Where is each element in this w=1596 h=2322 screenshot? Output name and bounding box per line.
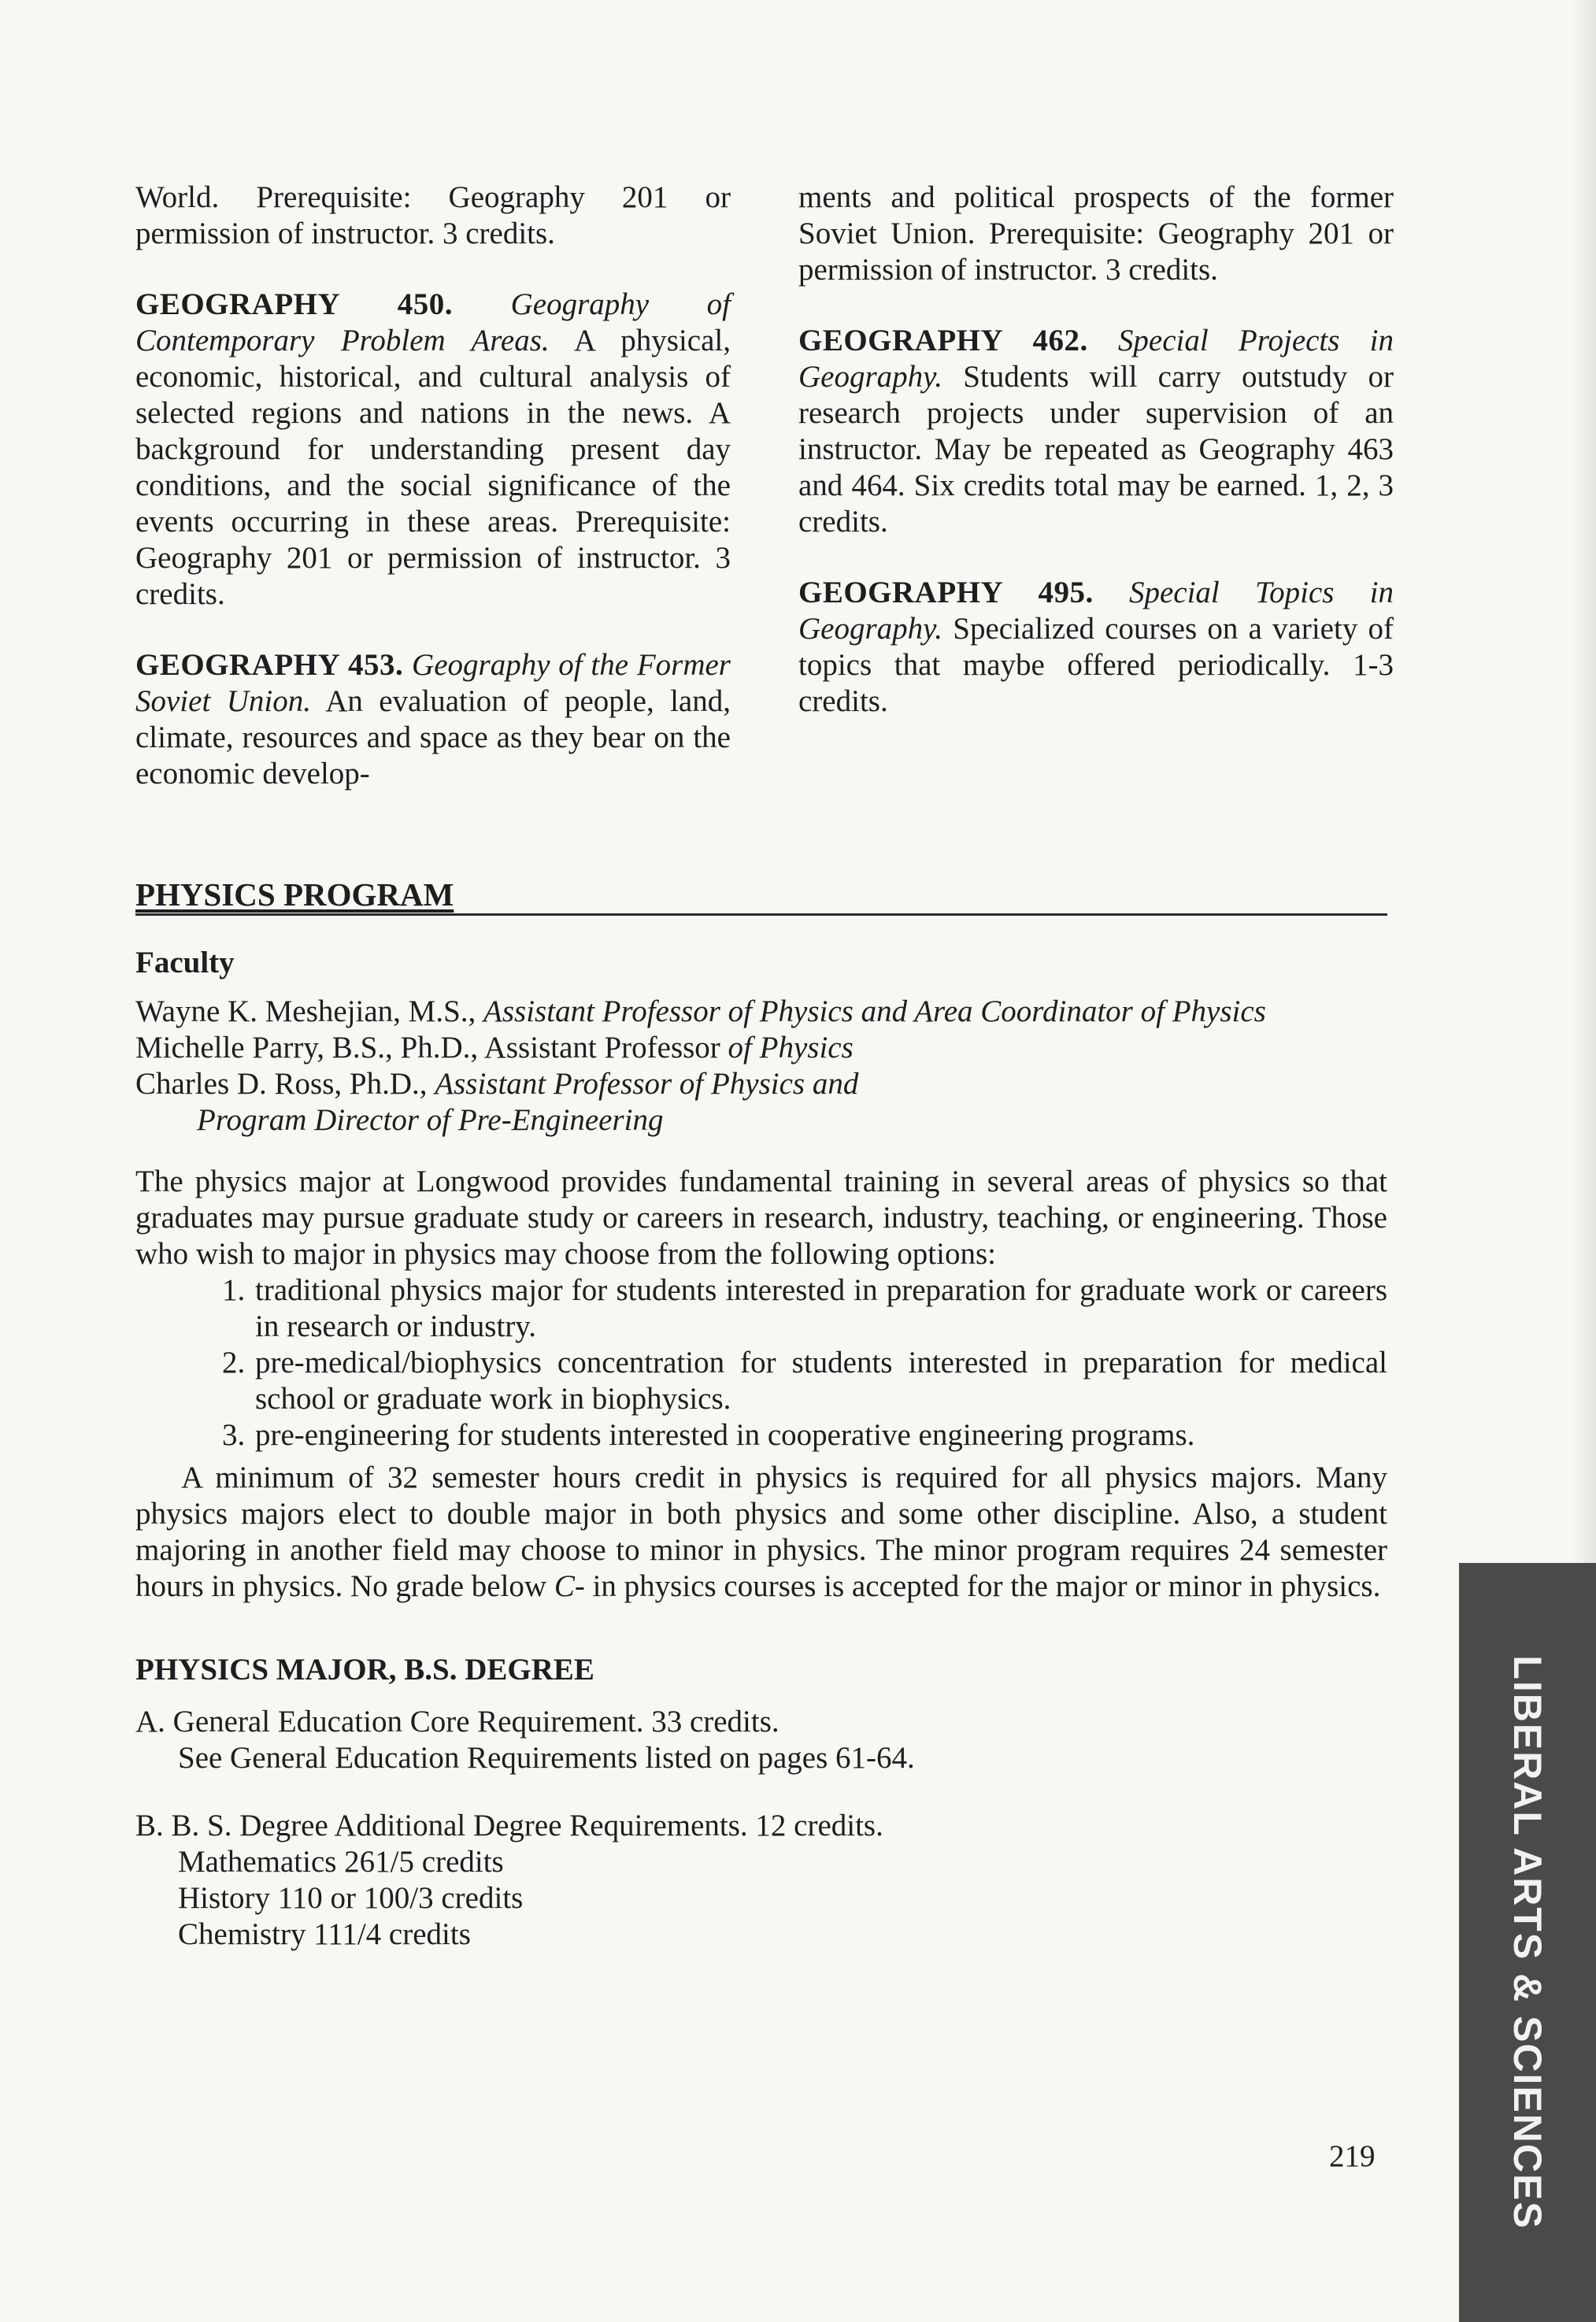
page-number: 219: [1329, 2139, 1376, 2173]
course-title: Special Projects in Geography.: [798, 324, 1394, 394]
faculty-member: Michelle Parry, B.S., Ph.D., Assistant Professor of Physics: [135, 1031, 854, 1065]
requirement-b: B. B. S. Degree Additional Degree Requirements. 12 credits. Mathematics 261/5 credits History 110 or 100/3 credits Chemistry 111/4 credits: [135, 1808, 1387, 1953]
physics-program-content: [135, 945, 1387, 1984]
course-geography-462: [798, 323, 1394, 540]
continuation-text-right: ments and political prospects of the former Soviet Union. Prerequisite: Geography 201 or permission of instructor. 3 credits.: [798, 180, 1394, 287]
faculty-member: Wayne K. Meshejian, M.S., Assistant Professor of Physics and Area Coordinator of Physics: [135, 994, 1266, 1028]
intro-paragraph: The physics major at Longwood provides fundamental training in several areas of physics so that graduates may pursue graduate study or careers in research, industry, teaching, or engineering. Those who wish to major in physics may choose from the following options:: [135, 1165, 1387, 1271]
options-list: [135, 1272, 1387, 1454]
course-description: An evaluation of people, land, climate, resources and space as they bear on the economic develop-: [135, 684, 731, 791]
course-number: GEOGRAPHY 462.: [798, 324, 1088, 357]
course-description: A physical, economic, historical, and cultural analysis of selected regions and nations in the news. A background for understanding present day conditions, and the social significance of the events occurring in these areas. Prerequisite: Geography 201 or permission of instructor. 3 credits.: [135, 324, 731, 611]
faculty-member-title-cont: Program Director of Pre-Engineering: [197, 1103, 664, 1137]
list-item: History 110 or 100/3 credits: [178, 1881, 524, 1915]
requirements-paragraph: A minimum of 32 semester hours credit in physics is required for all physics majors. Many physics majors elect to double major in both physics and some other discipline. Also, a student majoring in another field may choose to minor in physics. The minor program requires 24 semester hours in physics. No grade below C- in physics courses is accepted for the major or minor in physics.: [135, 1461, 1387, 1603]
section-header-physics-program: PHYSICS PROGRAM: [135, 876, 1387, 916]
list-item: 3. pre-engineering for students interested in cooperative engineering programs.: [222, 1418, 1195, 1452]
left-column: [135, 180, 731, 827]
list-item: 2. pre-medical/biophysics concentration for students interested in preparation for medical school or graduate work in biophysics.: [222, 1346, 1387, 1416]
requirement-a: A. General Education Core Requirement. 33 credits. See General Education Requirements listed on pages 61-64.: [135, 1705, 915, 1775]
list-item: Mathematics 261/5 credits: [178, 1845, 504, 1879]
course-number: GEOGRAPHY 495.: [798, 576, 1094, 609]
course-number: GEOGRAPHY 453.: [135, 648, 404, 682]
section-side-tab: [1459, 1563, 1596, 2322]
course-title: Special Topics in Geography.: [798, 576, 1394, 646]
continuation-text-left: World. Prerequisite: Geography 201 or permission of instructor. 3 credits.: [135, 180, 731, 250]
list-item: 1. traditional physics major for students interested in preparation for graduate work or careers in research or industry.: [222, 1273, 1387, 1343]
course-description: Specialized courses on a variety of topics that maybe offered periodically. 1-3 credits.: [798, 612, 1394, 718]
major-heading: PHYSICS MAJOR, B.S. DEGREE: [135, 1653, 594, 1687]
course-geography-495: [798, 575, 1394, 720]
course-geography-450: [135, 287, 731, 613]
right-column: [798, 180, 1394, 754]
side-tab-label: LIBERAL ARTS & SCIENCES: [1505, 1655, 1550, 2230]
course-description: Students will carry outstudy or research projects under supervision of an instructor. May be repeated as Geography 463 and 464. Six credits total may be earned. 1, 2, 3 credits.: [798, 360, 1394, 539]
course-geography-453: [135, 647, 731, 792]
faculty-heading: Faculty: [135, 946, 235, 980]
course-title: Geography of Contemporary Problem Areas.: [135, 287, 731, 357]
faculty-member: Charles D. Ross, Ph.D., Assistant Professor of Physics and: [135, 1067, 859, 1101]
list-item: Chemistry 111/4 credits: [178, 1917, 471, 1951]
course-title: Geography of the Former Soviet Union.: [135, 648, 731, 718]
faculty-list: [135, 994, 1387, 1139]
course-number: GEOGRAPHY 450.: [135, 287, 454, 321]
